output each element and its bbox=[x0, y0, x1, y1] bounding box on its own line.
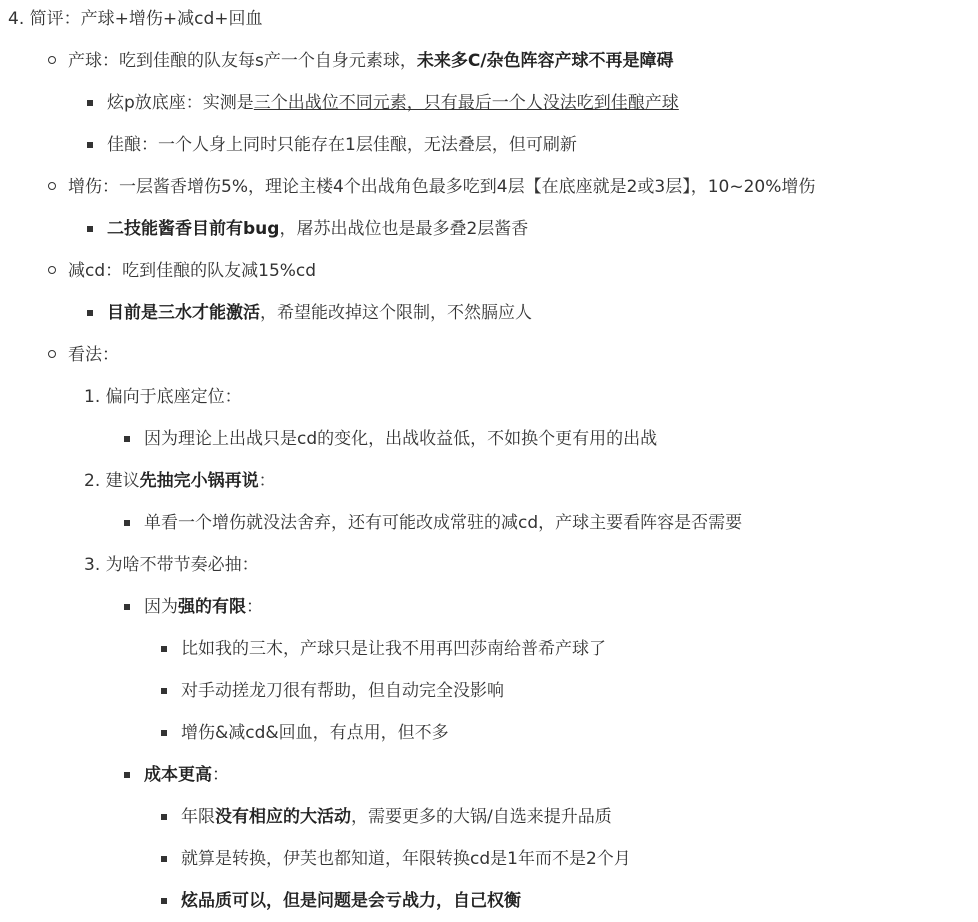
reason2-item1-text: 年限 bbox=[181, 807, 215, 827]
damage-text: 增伤：一层酱香增伤5%，理论主楼4个出战角色最多吃到4层【在底座就是2或3层】，10~20%增伤 bbox=[68, 177, 816, 197]
reason1-bold: 强的有限 bbox=[178, 597, 246, 617]
reason2-item1 bbox=[181, 805, 612, 829]
square-bullet-icon bbox=[124, 436, 130, 442]
point3-text: 为啥不带节奏必抽： bbox=[105, 555, 259, 575]
square-bullet-icon bbox=[124, 604, 130, 610]
produce-sub2 bbox=[107, 133, 577, 157]
point2-bold: 先抽完小锅再说 bbox=[139, 471, 259, 491]
square-bullet-icon bbox=[161, 814, 167, 820]
view-point2 bbox=[84, 469, 276, 493]
reason2-item1-bold: 没有相应的大活动 bbox=[215, 807, 351, 827]
reason1-item bbox=[181, 721, 449, 745]
view-point3 bbox=[84, 553, 259, 577]
cd-sub1-text: ，希望能改掉这个限制，不然膈应人 bbox=[260, 303, 532, 323]
produce-sub1-underline: 三个出战位不同元素，只有最后一个人没法吃到佳酿产球 bbox=[253, 93, 679, 113]
cd-sub1 bbox=[107, 301, 532, 325]
square-bullet-icon bbox=[87, 226, 93, 232]
point1-text: 偏向于底座定位： bbox=[105, 387, 242, 407]
point2-number: 2. bbox=[84, 471, 101, 491]
reason1-item-text: 增伤&减cd&回血，有点用，但不多 bbox=[181, 723, 449, 743]
cd-item bbox=[68, 259, 316, 283]
damage-sub1 bbox=[107, 217, 528, 241]
reason1-text: 因为 bbox=[144, 597, 178, 617]
circle-bullet-icon bbox=[48, 182, 56, 190]
square-bullet-icon bbox=[124, 772, 130, 778]
square-bullet-icon bbox=[161, 730, 167, 736]
circle-bullet-icon bbox=[48, 266, 56, 274]
reason2-item1-after: ，需要更多的大锅/自选来提升品质 bbox=[351, 807, 612, 827]
produce-bold: 未来多C/杂色阵容产球不再是障碍 bbox=[416, 51, 674, 71]
square-bullet-icon bbox=[124, 520, 130, 526]
reason2-item2-text: 就算是转换，伊芙也都知道，年限转换cd是1年而不是2个月 bbox=[181, 849, 631, 869]
point3-number: 3. bbox=[84, 555, 101, 575]
point2-text: 建议 bbox=[105, 471, 140, 491]
square-bullet-icon bbox=[87, 100, 93, 106]
reason1-item bbox=[181, 679, 504, 703]
heading-number: 4. bbox=[8, 9, 25, 29]
point3-reason2 bbox=[144, 763, 229, 787]
heading-text: 简评：产球+增伤+减cd+回血 bbox=[29, 9, 263, 29]
produce-sub1-text: 炫p放底座：实测是 bbox=[107, 93, 254, 113]
heading-line bbox=[8, 7, 263, 31]
produce-text: 产球：吃到佳酿的队友每s产一个自身元素球， bbox=[68, 51, 417, 71]
damage-item bbox=[68, 175, 815, 199]
reason2-item2 bbox=[181, 847, 631, 871]
reason1-item bbox=[181, 637, 606, 661]
point1-sub1-text: 因为理论上出战只是cd的变化，出战收益低，不如换个更有用的出战 bbox=[144, 429, 658, 449]
point2-sub1 bbox=[144, 511, 742, 535]
circle-bullet-icon bbox=[48, 56, 56, 64]
reason1-after: ： bbox=[246, 597, 263, 617]
produce-item bbox=[68, 49, 674, 73]
view-item bbox=[68, 343, 119, 367]
square-bullet-icon bbox=[87, 142, 93, 148]
damage-sub1-text: ，屠苏出战位也是最多叠2层酱香 bbox=[279, 219, 529, 239]
point2-after: ： bbox=[258, 471, 276, 491]
circle-bullet-icon bbox=[48, 350, 56, 358]
reason2-bold: 成本更高 bbox=[144, 765, 212, 785]
damage-sub1-bold: 二技能酱香目前有bug bbox=[107, 219, 280, 239]
produce-sub2-text: 佳酿：一个人身上同时只能存在1层佳酿，无法叠层，但可刷新 bbox=[107, 135, 577, 155]
square-bullet-icon bbox=[161, 856, 167, 862]
square-bullet-icon bbox=[161, 646, 167, 652]
cd-text: 减cd：吃到佳酿的队友减15%cd bbox=[68, 261, 317, 281]
square-bullet-icon bbox=[161, 898, 167, 904]
cd-sub1-bold: 目前是三水才能激活 bbox=[107, 303, 260, 323]
point3-reason1 bbox=[144, 595, 263, 619]
reason2-after: ： bbox=[212, 765, 229, 785]
produce-sub1 bbox=[107, 91, 679, 115]
reason1-item-text: 对手动搓龙刀很有帮助，但自动完全没影响 bbox=[181, 681, 504, 701]
reason2-item3 bbox=[181, 889, 521, 913]
square-bullet-icon bbox=[87, 310, 93, 316]
reason2-item3-bold: 炫品质可以，但是问题是会亏战力，自己权衡 bbox=[181, 891, 521, 911]
view-point1 bbox=[84, 385, 242, 409]
square-bullet-icon bbox=[161, 688, 167, 694]
point1-number: 1. bbox=[84, 387, 101, 407]
view-label: 看法： bbox=[68, 345, 119, 365]
reason1-item-text: 比如我的三木，产球只是让我不用再凹莎南给普希产球了 bbox=[181, 639, 606, 659]
point1-sub1 bbox=[144, 427, 657, 451]
point2-sub1-text: 单看一个增伤就没法舍弃，还有可能改成常驻的减cd，产球主要看阵容是否需要 bbox=[144, 513, 743, 533]
